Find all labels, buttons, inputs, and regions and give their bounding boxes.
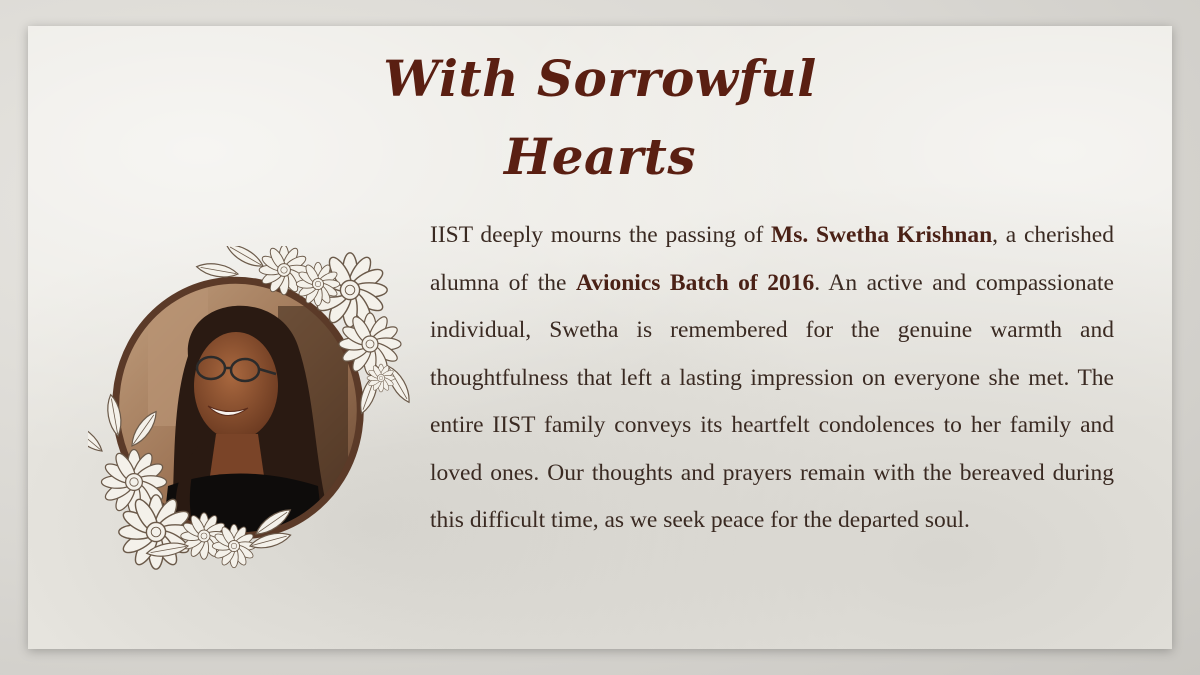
deceased-name: Ms. Swetha Krishnan [771, 222, 993, 248]
page-title [360, 40, 840, 196]
memorial-portrait [88, 246, 418, 576]
message-part-3: . An active and compassionate individual, Swetha is remembered for the genuine warmth and thoughtfulness that left a lasting impression on everyone she met. The entire IIST family conveys its heartfelt condolences to her family and loved ones. Our thoughts and prayers remain with the bereaved during this difficult time, as we seek peace for the departed soul. [430, 269, 1114, 533]
portrait-svg [88, 246, 418, 576]
title-line-2: Hearts [503, 127, 697, 186]
memorial-message [430, 212, 1114, 545]
message-part-2: , a cherished alumna of the [430, 222, 1114, 296]
title-line-1: With Sorrowful [383, 49, 817, 108]
message-part-1: IIST deeply mourns the passing of [430, 222, 772, 248]
batch-name: Avionics Batch of 2016 [575, 269, 815, 296]
